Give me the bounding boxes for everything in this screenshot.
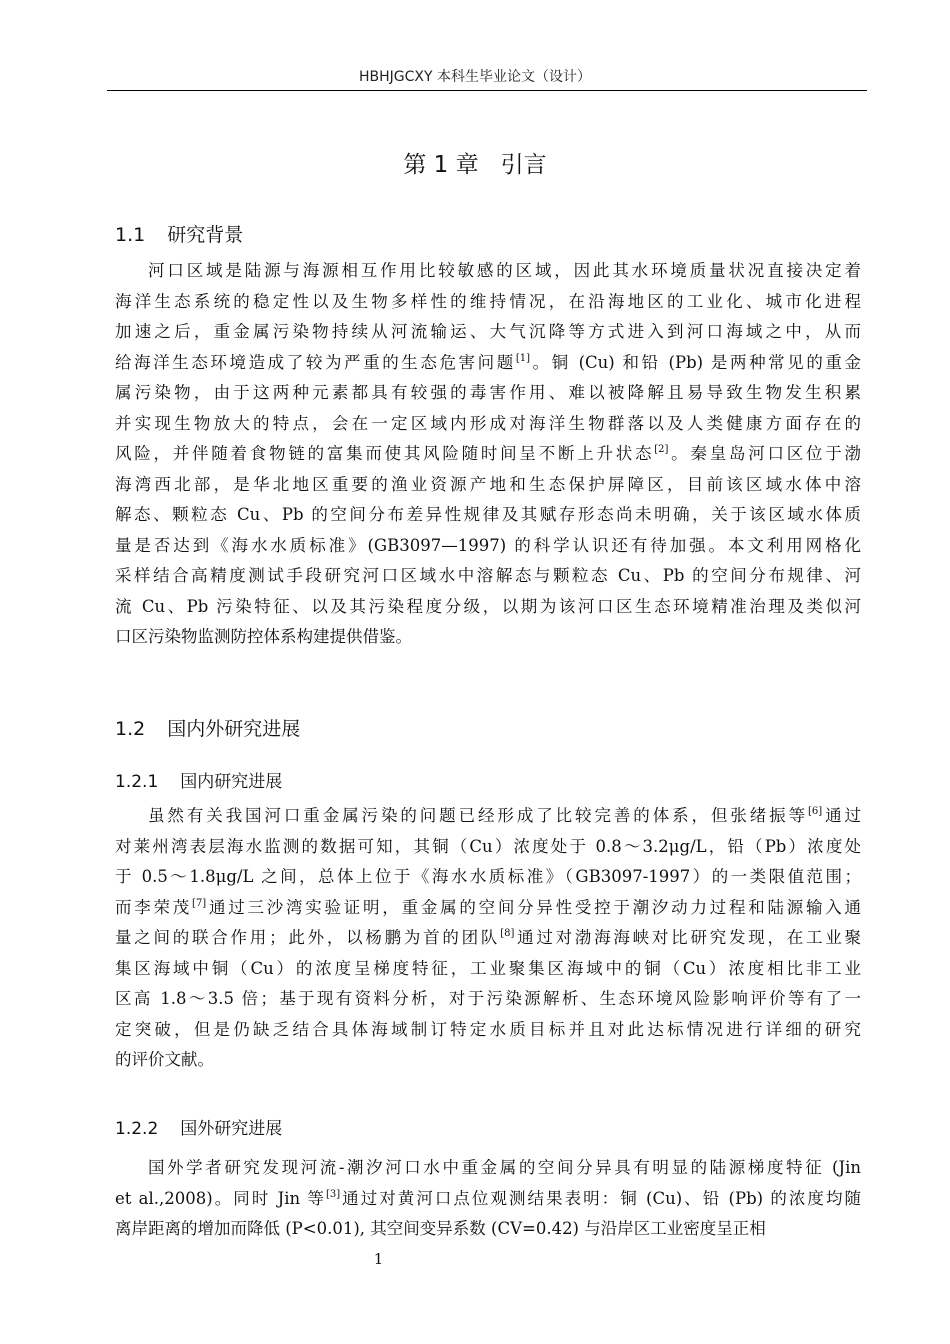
citation-ref: [7] <box>192 897 207 909</box>
text-line: 加速之后，重金属污染物持续从河流输运、大气沉降等方式进入到河口海域之中，从而 <box>115 322 861 341</box>
chapter-title-text: 引言 <box>500 152 547 178</box>
text-line: 离岸距离的增加而降低 (P<0.01), 其空间变异系数 (CV=0.42) 与沿岸区工业密度呈正相 <box>115 1219 766 1238</box>
text-line: 而李荣茂[7]通过三沙湾实验证明，重金属的空间分异性受控于潮汐动力过程和陆源输入通 <box>115 897 862 917</box>
page-number: 1 <box>373 1250 384 1268</box>
text-line: 区高 1.8～3.5 倍；基于现有资料分析，对于污染源解析、生态环境风险影响评价等有了一 <box>115 989 861 1008</box>
citation-ref: [8] <box>500 928 515 939</box>
text-line: 国外学者研究发现河流-潮汐河口水中重金属的空间分异具有明显的陆源梯度特征 (Jin <box>148 1158 861 1177</box>
text-line: 集区海域中铜（Cu）的浓度呈梯度特征，工业聚集区海域中的铜（Cu）浓度相比非工业 <box>115 958 861 978</box>
section-title: 国内研究进展 <box>180 772 283 792</box>
text-line: 虽然有关我国河口重金属污染的问题已经形成了比较完善的体系，但张绪振等[6]通过 <box>148 806 862 825</box>
text-line: 并实现生物放大的特点，会在一定区域内形成对海洋生物群落以及人类健康方面存在的 <box>115 413 861 433</box>
text-line: 的评价文献。 <box>115 1050 214 1069</box>
text-line: 量之间的联合作用；此外，以杨鹏为首的团队[8]通过对渤海海峡对比研究发现，在工业聚 <box>115 928 862 947</box>
citation-ref: [1] <box>515 352 530 364</box>
text-line: 对莱州湾表层海水监测的数据可知，其铜（Cu）浓度处于 0.8～3.2μg/L，铅（Pb）浓度处 <box>115 836 861 856</box>
citation-ref: [3] <box>325 1188 341 1200</box>
text-line: 河口区域是陆源与海源相互作用比较敏感的区域，因此其水环境质量状况直接决定着 <box>148 261 861 280</box>
header-rule <box>107 90 867 91</box>
section-title: 研究背景 <box>167 224 244 246</box>
text-line: et al.,2008)。同时 Jin 等[3]通过对黄河口点位观测结果表明：铜 (Cu)、铅 (Pb) 的浓度均随 <box>115 1188 861 1208</box>
section-number: 1.2.2 <box>115 1119 159 1139</box>
section-number: 1.1 <box>115 224 146 246</box>
section-heading-1-2 <box>115 714 300 741</box>
citation-ref: [2] <box>654 444 669 455</box>
paragraph-domestic-progress <box>115 801 861 1076</box>
text-line: 定突破，但是仍缺乏结合具体海域制订特定水质目标并且对此达标情况进行详细的研究 <box>115 1019 861 1039</box>
section-title: 国外研究进展 <box>180 1119 283 1139</box>
text-line: 给海洋生态环境造成了较为严重的生态危害问题[1]。铜 (Cu) 和铅 (Pb) 是两种常见的重金 <box>115 352 862 372</box>
text-line: 解态、颗粒态 Cu、Pb 的空间分布差异性规律及其赋存形态尚未明确，关于该区域水体质 <box>115 505 861 524</box>
text-line: 风险，并伴随着食物链的富集而使其风险随时间呈不断上升状态[2]。秦皇岛河口区位于渤 <box>115 444 862 463</box>
section-number: 1.2.1 <box>115 772 159 792</box>
text-line: 海湾西北部，是华北地区重要的渔业资源产地和生态保护屏障区，目前该区域水体中溶 <box>115 474 861 494</box>
citation-ref: [6] <box>808 806 823 817</box>
text-line: 海洋生态系统的稳定性以及生物多样性的维持情况，在沿海地区的工业化、城市化进程 <box>115 291 861 311</box>
text-line: 采样结合高精度测试手段研究河口区域水中溶解态与颗粒态 Cu、Pb 的空间分布规律、河 <box>115 566 861 585</box>
section-heading-1-2-2 <box>115 1114 282 1139</box>
text-line: 属污染物，由于这两种元素都具有较强的毒害作用、难以被降解且易导致生物发生积累 <box>115 383 861 402</box>
chapter-title <box>0 146 950 179</box>
chapter-number: 第 1 章 <box>403 152 479 178</box>
text-line: 流 Cu、Pb 污染特征、以及其污染程度分级，以期为该河口区生态环境精准治理及类似河 <box>115 596 861 616</box>
section-heading-1-1 <box>115 220 243 247</box>
paragraph-research-background <box>115 256 861 653</box>
section-heading-1-2-1 <box>115 767 282 792</box>
running-header: HBHJGCXY 本科生毕业论文（设计） <box>358 69 591 85</box>
text-line: 于 0.5～1.8μg/L 之间，总体上位于《海水水质标准》（GB3097-1997）的一类限值范围； <box>115 867 861 886</box>
section-number: 1.2 <box>115 718 146 740</box>
text-line: 口区污染物监测防控体系构建提供借鉴。 <box>115 627 412 646</box>
text-line: 量是否达到《海水水质标准》(GB3097—1997) 的科学认识还有待加强。本文利用网格化 <box>115 535 861 555</box>
section-title: 国内外研究进展 <box>167 718 301 740</box>
paragraph-foreign-progress <box>115 1153 861 1245</box>
